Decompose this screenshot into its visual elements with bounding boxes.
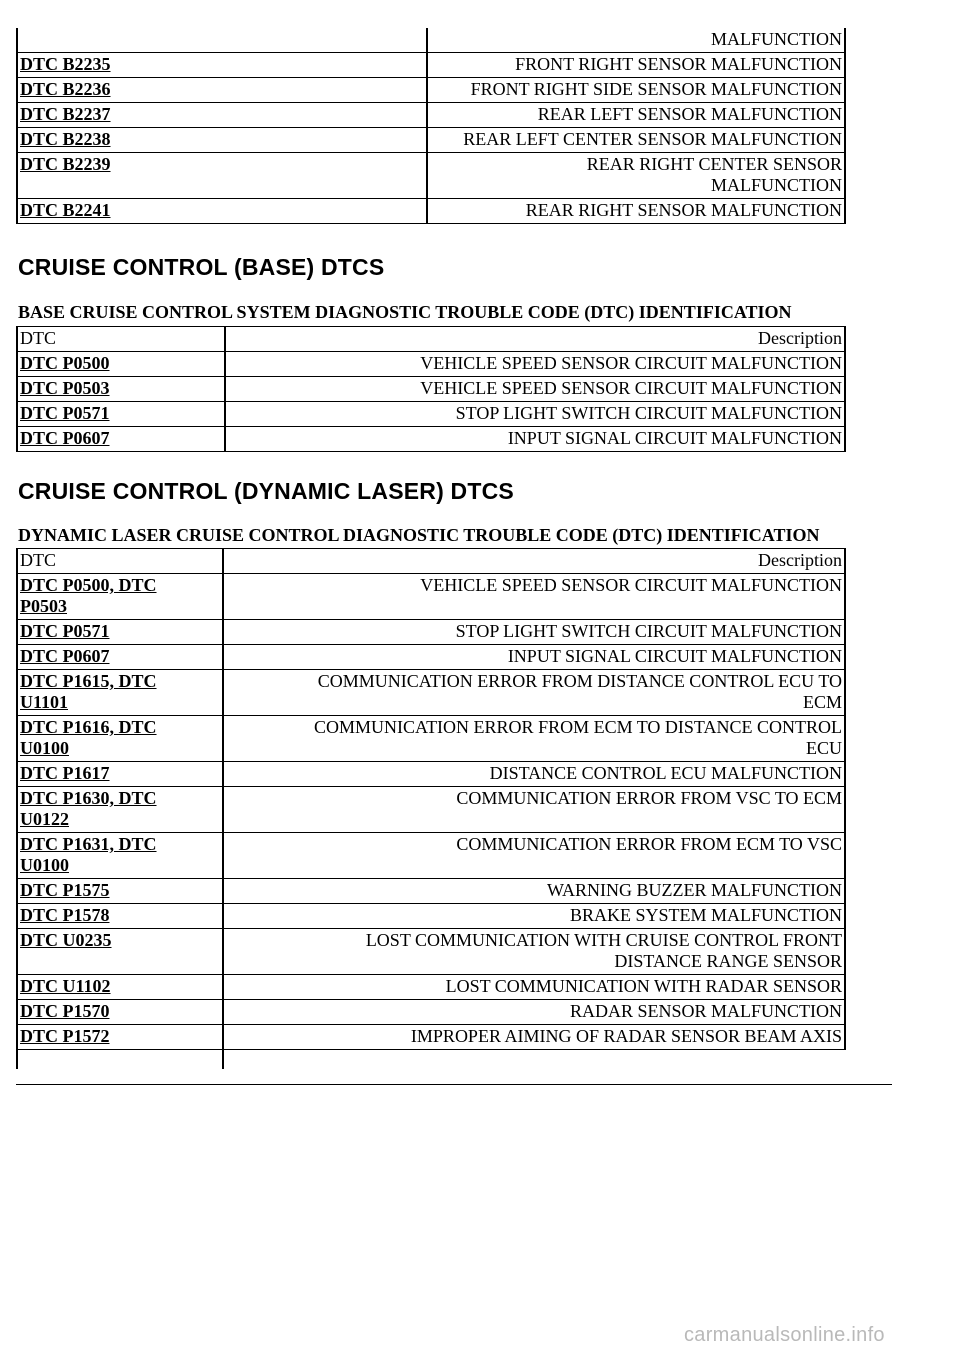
dtc-code-link[interactable]: DTC P1617 (20, 763, 110, 783)
dtc-code-cell (17, 153, 427, 199)
dtc-description-cell: DISTANCE CONTROL ECU MALFUNCTION (223, 762, 845, 787)
dtc-code-cell (17, 879, 223, 904)
dtc-code-link[interactable]: DTC P0571 (20, 403, 110, 423)
dtc-code-cell (17, 574, 223, 620)
dtc-code-cell (17, 716, 223, 762)
page-bottom-rule (16, 1084, 892, 1085)
dtc-code-cell (17, 128, 427, 153)
dtc-code-cell (17, 103, 427, 128)
dtc-code-cell (17, 53, 427, 78)
table-row (17, 78, 845, 103)
table-row (17, 427, 845, 452)
dtc-code-link[interactable]: DTC B2237 (20, 104, 111, 124)
dtc-description-cell: REAR RIGHT SENSOR MALFUNCTION (427, 199, 845, 224)
base-col-description-header: Description (225, 327, 845, 352)
dtc-code-link[interactable]: DTC B2239 (20, 154, 111, 174)
dtc-code-link[interactable]: DTC P0500 (20, 353, 110, 373)
dtc-description-cell: REAR LEFT CENTER SENSOR MALFUNCTION (427, 128, 845, 153)
dtc-description-cell: MALFUNCTION (427, 28, 845, 53)
dtc-code-cell (17, 833, 223, 879)
dtc-code-cell (17, 377, 225, 402)
table-row (17, 1000, 845, 1025)
table-row (17, 574, 845, 620)
dtc-description-cell: COMMUNICATION ERROR FROM ECM TO VSC (223, 833, 845, 879)
dtc-description-cell: STOP LIGHT SWITCH CIRCUIT MALFUNCTION (225, 402, 845, 427)
sensor-dtc-table (16, 28, 846, 224)
dtc-description-cell: IMPROPER AIMING OF RADAR SENSOR BEAM AXIS (223, 1025, 845, 1050)
dtc-code-link[interactable]: DTC B2235 (20, 54, 111, 74)
table-row (17, 28, 845, 53)
laser-section-heading: CRUISE CONTROL (DYNAMIC LASER) DTCS (18, 478, 514, 504)
dtc-code-cell (17, 975, 223, 1000)
laser-dtc-table (16, 548, 846, 1069)
dtc-code-cell (17, 670, 223, 716)
table-row (17, 620, 845, 645)
dtc-code-cell (17, 78, 427, 103)
dtc-description-cell: COMMUNICATION ERROR FROM VSC TO ECM (223, 787, 845, 833)
dtc-code-link[interactable]: DTC P0607 (20, 646, 110, 666)
dtc-description-cell: VEHICLE SPEED SENSOR CIRCUIT MALFUNCTION (225, 352, 845, 377)
dtc-code-cell (17, 1000, 223, 1025)
laser-col-dtc-header: DTC (17, 549, 223, 574)
table-row (17, 975, 845, 1000)
empty-cell (223, 1050, 845, 1070)
base-table-header-row (17, 327, 845, 352)
dtc-code-link[interactable]: DTC U1102 (20, 976, 111, 996)
sensor-dtc-table-body (17, 28, 845, 224)
base-dtc-table (16, 326, 846, 452)
dtc-code-link[interactable]: DTC B2238 (20, 129, 111, 149)
table-row (17, 716, 845, 762)
table-row (17, 787, 845, 833)
table-row (17, 103, 845, 128)
dtc-code-cell (17, 28, 427, 53)
dtc-code-cell (17, 620, 223, 645)
laser-col-description-header: Description (223, 549, 845, 574)
dtc-description-cell: FRONT RIGHT SENSOR MALFUNCTION (427, 53, 845, 78)
table-row (17, 1025, 845, 1050)
base-col-dtc-header: DTC (17, 327, 225, 352)
dtc-code-link[interactable]: DTC P0503 (20, 378, 110, 398)
dtc-description-cell: INPUT SIGNAL CIRCUIT MALFUNCTION (225, 427, 845, 452)
dtc-code-link[interactable]: DTC P1616, DTC U0100 (20, 717, 157, 758)
table-row (17, 402, 845, 427)
dtc-description-cell: STOP LIGHT SWITCH CIRCUIT MALFUNCTION (223, 620, 845, 645)
dtc-code-link[interactable]: DTC P1630, DTC U0122 (20, 788, 157, 829)
laser-table-header-row (17, 549, 845, 574)
dtc-description-cell: REAR LEFT SENSOR MALFUNCTION (427, 103, 845, 128)
laser-dtc-table-body (17, 549, 845, 1070)
dtc-code-link[interactable]: DTC P0500, DTC P0503 (20, 575, 157, 616)
dtc-description-cell: COMMUNICATION ERROR FROM ECM TO DISTANCE CONTROL ECU (223, 716, 845, 762)
dtc-code-cell (17, 402, 225, 427)
dtc-code-cell (17, 762, 223, 787)
dtc-code-link[interactable]: DTC B2241 (20, 200, 111, 220)
dtc-code-link[interactable]: DTC P1572 (20, 1026, 110, 1046)
base-dtc-table-body (17, 327, 845, 452)
dtc-code-link[interactable]: DTC P1575 (20, 880, 110, 900)
table-row (17, 377, 845, 402)
dtc-description-cell: RADAR SENSOR MALFUNCTION (223, 1000, 845, 1025)
dtc-description-cell: COMMUNICATION ERROR FROM DISTANCE CONTROL ECU TO ECM (223, 670, 845, 716)
table-row (17, 879, 845, 904)
base-section-heading: CRUISE CONTROL (BASE) DTCS (18, 254, 385, 280)
table-row-empty (17, 1050, 845, 1070)
table-row (17, 670, 845, 716)
base-section-subheading: BASE CRUISE CONTROL SYSTEM DIAGNOSTIC TROUBLE CODE (DTC) IDENTIFICATION (18, 302, 792, 322)
dtc-description-cell: WARNING BUZZER MALFUNCTION (223, 879, 845, 904)
dtc-description-cell: VEHICLE SPEED SENSOR CIRCUIT MALFUNCTION (225, 377, 845, 402)
table-row (17, 128, 845, 153)
dtc-code-link[interactable]: DTC U0235 (20, 930, 112, 950)
laser-section-subheading: DYNAMIC LASER CRUISE CONTROL DIAGNOSTIC TROUBLE CODE (DTC) IDENTIFICATION (18, 525, 820, 545)
dtc-code-link[interactable]: DTC P1578 (20, 905, 110, 925)
dtc-code-cell (17, 904, 223, 929)
dtc-code-link[interactable]: DTC P0607 (20, 428, 110, 448)
table-row (17, 153, 845, 199)
dtc-code-link[interactable]: DTC P0571 (20, 621, 110, 641)
table-row (17, 645, 845, 670)
dtc-code-cell (17, 787, 223, 833)
dtc-code-cell (17, 1025, 223, 1050)
table-row (17, 53, 845, 78)
table-row (17, 929, 845, 975)
table-row (17, 352, 845, 377)
dtc-code-link[interactable]: DTC B2236 (20, 79, 111, 99)
dtc-description-cell: INPUT SIGNAL CIRCUIT MALFUNCTION (223, 645, 845, 670)
dtc-description-cell: LOST COMMUNICATION WITH CRUISE CONTROL FRONT DISTANCE RANGE SENSOR (223, 929, 845, 975)
dtc-code-link[interactable]: DTC P1631, DTC U0100 (20, 834, 157, 875)
dtc-code-link[interactable]: DTC P1570 (20, 1001, 110, 1021)
dtc-code-link[interactable]: DTC P1615, DTC U1101 (20, 671, 157, 712)
table-row (17, 833, 845, 879)
dtc-description-cell: LOST COMMUNICATION WITH RADAR SENSOR (223, 975, 845, 1000)
dtc-description-cell: BRAKE SYSTEM MALFUNCTION (223, 904, 845, 929)
dtc-code-cell (17, 352, 225, 377)
dtc-description-cell: REAR RIGHT CENTER SENSOR MALFUNCTION (427, 153, 845, 199)
empty-cell (17, 1050, 223, 1070)
site-watermark: carmanualsonline.info (684, 1324, 885, 1346)
dtc-code-cell (17, 645, 223, 670)
dtc-description-cell: VEHICLE SPEED SENSOR CIRCUIT MALFUNCTION (223, 574, 845, 620)
table-row (17, 199, 845, 224)
dtc-code-cell (17, 929, 223, 975)
dtc-code-cell (17, 427, 225, 452)
table-row (17, 904, 845, 929)
table-row (17, 762, 845, 787)
dtc-description-cell: FRONT RIGHT SIDE SENSOR MALFUNCTION (427, 78, 845, 103)
dtc-code-cell (17, 199, 427, 224)
